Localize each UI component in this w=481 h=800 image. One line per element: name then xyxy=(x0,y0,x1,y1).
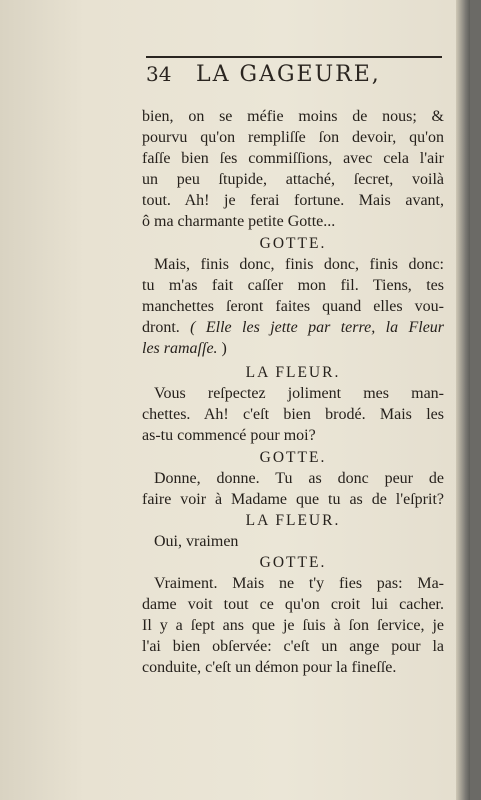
text-line: l'ai bien obſervée: c'eſt un ange pour la xyxy=(142,638,444,656)
text-line: bien, on se méfie moins de nous; & xyxy=(142,108,444,125)
running-header xyxy=(146,60,442,92)
text-line: tu m'as fait caſſer mon fil. Tiens, tes xyxy=(142,276,444,294)
body-text xyxy=(142,106,444,679)
text-line: chettes. Ah! c'eſt bien brodé. Mais les xyxy=(142,406,444,424)
header-rule xyxy=(146,56,442,58)
text-line: Il y a ſept ans que je ſuis à ſon ſervice, je xyxy=(142,617,444,635)
stage-direction-close: ) xyxy=(221,340,227,358)
text-line: Vraiment. Mais ne t'y fies pas: Ma- xyxy=(154,575,444,593)
text-line: faſſe bien ſes commiſſions, avec cela l'air xyxy=(142,150,444,168)
speaker-name: GOTTE. xyxy=(259,448,327,466)
text-line: pourvu qu'on rempliſſe ſon devoir, qu'on xyxy=(142,129,444,147)
speaker-name: GOTTE. xyxy=(259,553,327,571)
text-line: Mais, finis donc, finis donc, finis donc: xyxy=(154,255,444,273)
running-title: LA GAGEURE, xyxy=(196,62,381,87)
text-line: as-tu commencé pour moi? xyxy=(142,427,316,445)
text-fragment: dront. xyxy=(142,318,180,336)
text-line: ô ma charmante petite Gotte... xyxy=(142,213,336,231)
text-line: Donne, donne. Tu as donc peur de xyxy=(154,469,444,487)
text-line: Vous reſpectez joliment mes man- xyxy=(154,385,444,403)
text-line: Oui, vraimen xyxy=(154,532,239,550)
speaker-name: LA FLEUR. xyxy=(245,364,341,382)
stage-direction-line xyxy=(142,338,444,359)
stage-direction: ( Elle les jette par terre, xyxy=(190,318,376,336)
page-gutter xyxy=(456,0,470,800)
text-line: tout. Ah! je ferai fortune. Mais avant, xyxy=(142,192,444,210)
page-number: 34 xyxy=(146,62,172,86)
stage-direction-name: la Fleur xyxy=(385,318,445,336)
stage-direction-line xyxy=(142,317,444,338)
text-line: faire voir à Madame que tu as de l'eſprit? xyxy=(142,490,444,508)
text-line: manchettes ſeront faites quand elles vou- xyxy=(142,297,444,315)
speaker-name: LA FLEUR. xyxy=(245,511,341,529)
text-line: dame voit tout ce qu'on croit lui cacher. xyxy=(142,596,444,614)
text-line: conduite, c'eſt un démon pour la fineſſe. xyxy=(142,659,397,677)
text-line: un peu ſtupide, attaché, ſecret, voilà xyxy=(142,171,444,189)
speaker-name: GOTTE. xyxy=(259,234,327,252)
stage-direction: les ramaſſe. xyxy=(142,340,218,358)
